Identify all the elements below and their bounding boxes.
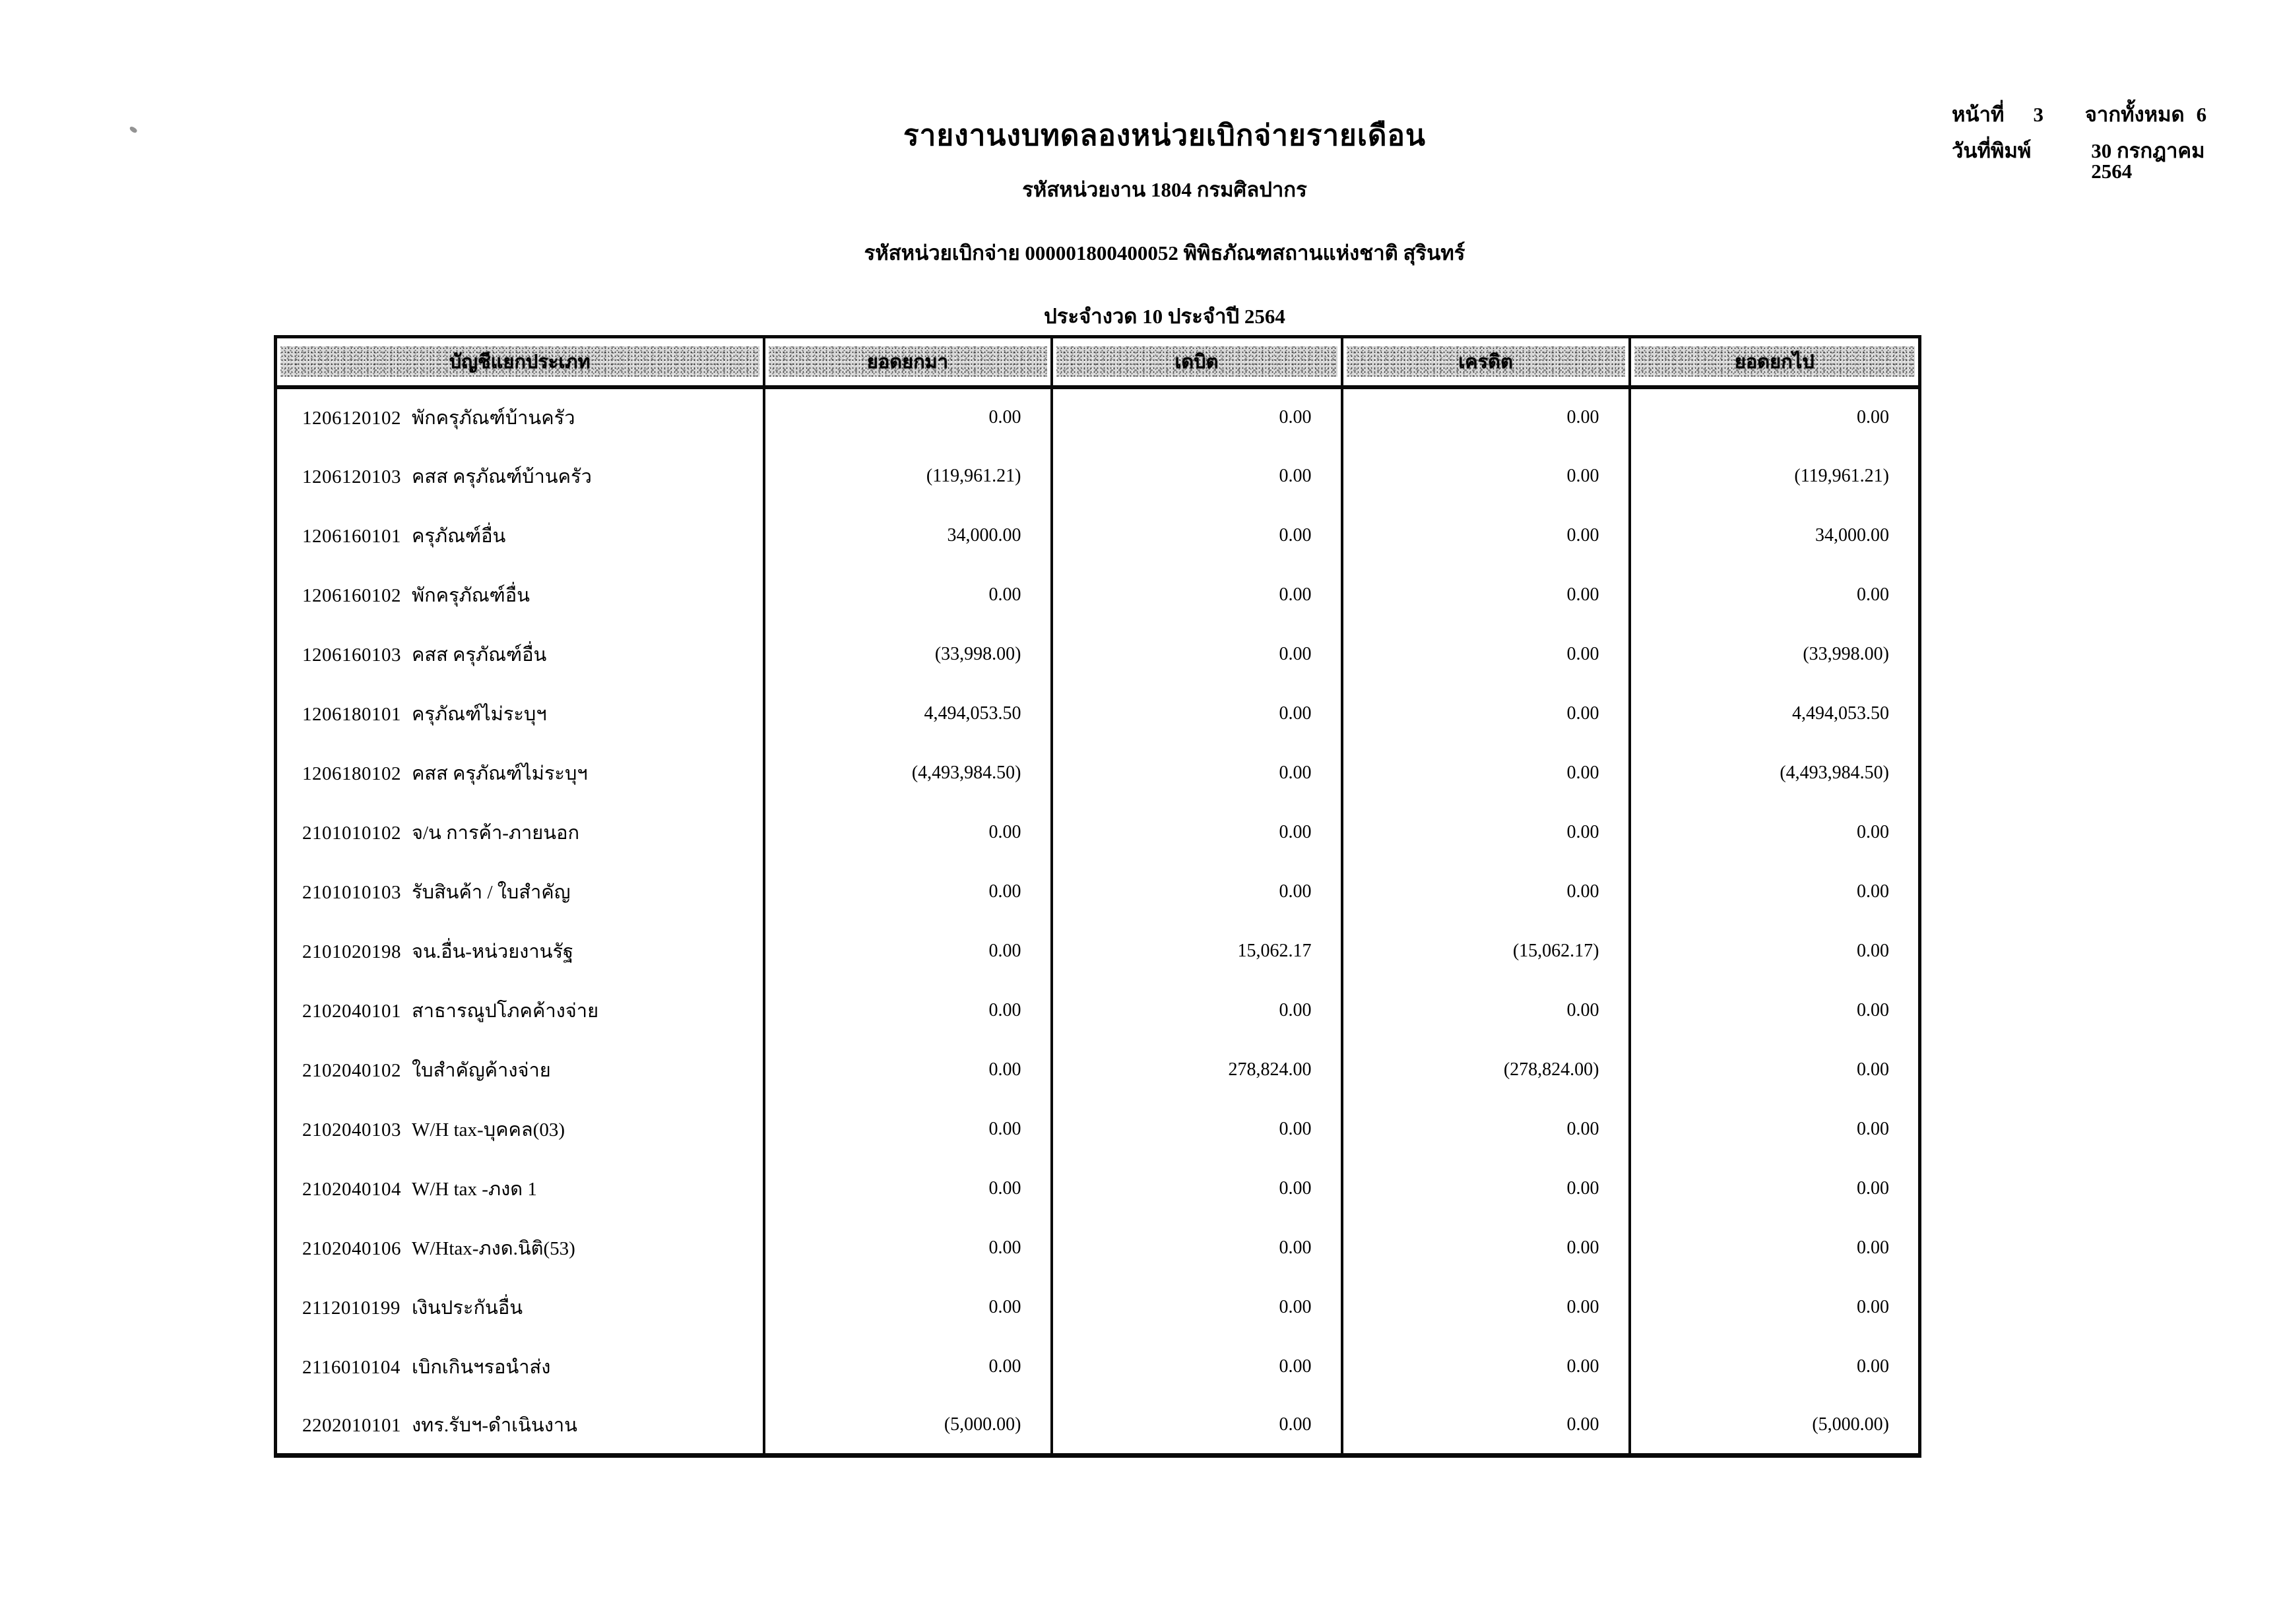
print-date-label: วันที่พิมพ์: [1952, 139, 2032, 162]
carry-forward-cell: [764, 506, 1052, 565]
carry-forward-amount: (5,000.00): [944, 1414, 1021, 1435]
carry-forward-cell: [764, 862, 1052, 921]
credit-cell: [1342, 625, 1630, 684]
table-row: [276, 743, 1920, 803]
account-code: 2102040104: [302, 1178, 401, 1200]
header-noise-band: [1634, 346, 1915, 377]
account-cell: [276, 1159, 764, 1218]
debit-cell: [1052, 743, 1342, 803]
debit-amount: 0.00: [1279, 407, 1312, 427]
table-row: [276, 921, 1920, 981]
balance-amount: 0.00: [1857, 1356, 1889, 1377]
report-title: รายงานงบทดลองหน่วยเบิกจ่ายรายเดือน: [903, 119, 1426, 152]
debit-amount: 0.00: [1279, 1118, 1312, 1139]
account-cell: [276, 506, 764, 565]
debit-amount: 0.00: [1279, 762, 1312, 783]
col-header-credit: [1342, 337, 1630, 387]
table-header: [276, 337, 1920, 387]
credit-cell: [1342, 565, 1630, 625]
carry-forward-amount: 0.00: [988, 407, 1021, 427]
account-name: W/H tax -ภงด 1: [412, 1178, 537, 1200]
credit-cell: [1342, 1159, 1630, 1218]
carry-forward-cell: [764, 1396, 1052, 1456]
total-pages: 6: [2196, 103, 2207, 126]
carry-forward-cell: [764, 1159, 1052, 1218]
balance-amount: 34,000.00: [1815, 524, 1889, 546]
debit-cell: [1052, 506, 1342, 565]
account-code: 2116010104: [302, 1356, 401, 1378]
debit-cell: [1052, 625, 1342, 684]
carry-forward-amount: 0.00: [988, 1059, 1021, 1080]
account-code: 1206160103: [302, 644, 401, 666]
balance-cell: [1630, 387, 1920, 447]
carry-forward-cell: [764, 1040, 1052, 1100]
table-row: [276, 1278, 1920, 1337]
credit-cell: [1342, 684, 1630, 743]
debit-cell: [1052, 921, 1342, 981]
account-name: พักครุภัณฑ์อื่น: [412, 584, 530, 606]
credit-amount: (15,062.17): [1512, 940, 1599, 961]
debit-amount: 0.00: [1279, 1177, 1312, 1199]
col-header-carry-forward-label: ยอดยกมา: [866, 352, 949, 373]
debit-amount: 0.00: [1279, 465, 1312, 486]
account-name: คสส ครุภัณฑ์บ้านครัว: [412, 466, 592, 487]
account-name: W/H tax-บุคคล(03): [412, 1119, 565, 1140]
credit-amount: 0.00: [1566, 1118, 1599, 1139]
account-code: 2112010199: [302, 1297, 401, 1319]
account-name: คสส ครุภัณฑ์อื่น: [412, 644, 547, 666]
account-cell: [276, 803, 764, 862]
credit-amount: 0.00: [1566, 1237, 1599, 1258]
account-code: 1206180102: [302, 763, 401, 784]
carry-forward-amount: 34,000.00: [947, 524, 1021, 546]
carry-forward-cell: [764, 387, 1052, 447]
account-cell: [276, 1040, 764, 1100]
balance-cell: [1630, 506, 1920, 565]
balance-amount: 4,494,053.50: [1792, 703, 1889, 724]
balance-amount: 0.00: [1857, 999, 1889, 1020]
table-row: [276, 625, 1920, 684]
debit-amount: 0.00: [1279, 881, 1312, 902]
credit-cell: [1342, 387, 1630, 447]
account-cell: [276, 1337, 764, 1396]
balance-amount: 0.00: [1857, 1237, 1889, 1258]
credit-cell: [1342, 803, 1630, 862]
debit-cell: [1052, 565, 1342, 625]
credit-cell: [1342, 1396, 1630, 1456]
balance-amount: 0.00: [1857, 1118, 1889, 1139]
balance-cell: [1630, 447, 1920, 506]
table-row: [276, 981, 1920, 1040]
carry-forward-amount: 0.00: [988, 999, 1021, 1020]
account-code: 2101010102: [302, 822, 401, 844]
debit-cell: [1052, 1159, 1342, 1218]
carry-forward-cell: [764, 921, 1052, 981]
balance-cell: [1630, 565, 1920, 625]
col-header-debit-label: เดบิต: [1174, 352, 1219, 373]
account-name: ใบสำคัญค้างจ่าย: [412, 1059, 551, 1081]
balance-cell: [1630, 1100, 1920, 1159]
account-code: 2102040106: [302, 1237, 401, 1259]
col-header-debit: [1052, 337, 1342, 387]
debit-cell: [1052, 1278, 1342, 1337]
trial-balance-table: [274, 335, 1921, 1458]
account-cell: [276, 565, 764, 625]
credit-amount: 0.00: [1566, 1296, 1599, 1317]
carry-forward-amount: (33,998.00): [934, 643, 1021, 664]
table-row: [276, 1100, 1920, 1159]
credit-amount: 0.00: [1566, 465, 1599, 486]
account-code: 2102040102: [302, 1059, 401, 1081]
header-noise-band: [1347, 346, 1625, 377]
carry-forward-cell: [764, 1218, 1052, 1278]
credit-amount: 0.00: [1566, 584, 1599, 605]
total-pages-label: จากทั้งหมด: [2084, 103, 2185, 126]
debit-cell: [1052, 1040, 1342, 1100]
carry-forward-cell: [764, 803, 1052, 862]
header-noise-band: [769, 346, 1047, 377]
carry-forward-amount: 0.00: [988, 1177, 1021, 1199]
balance-cell: [1630, 1040, 1920, 1100]
balance-cell: [1630, 743, 1920, 803]
disbursement-unit-line: รหัสหน่วยเบิกจ่าย 000001800400052 พิพิธภัณฑสถานแห่งชาติ สุรินทร์: [864, 241, 1465, 265]
carry-forward-cell: [764, 743, 1052, 803]
debit-amount: 0.00: [1279, 821, 1312, 842]
carry-forward-amount: 0.00: [988, 1237, 1021, 1258]
credit-amount: 0.00: [1566, 1177, 1599, 1199]
balance-cell: [1630, 1278, 1920, 1337]
balance-amount: 0.00: [1857, 821, 1889, 842]
page-label: หน้าที่: [1952, 103, 2005, 126]
credit-cell: [1342, 1218, 1630, 1278]
debit-amount: 0.00: [1279, 524, 1312, 546]
account-code: 2101010103: [302, 881, 401, 903]
balance-cell: [1630, 862, 1920, 921]
carry-forward-amount: 0.00: [988, 821, 1021, 842]
account-name: จ/น การค้า-ภายนอก: [412, 822, 580, 844]
account-code: 2102040101: [302, 1000, 401, 1022]
debit-amount: 0.00: [1279, 584, 1312, 605]
page-number: 3: [2033, 103, 2044, 126]
balance-cell: [1630, 981, 1920, 1040]
account-name: พักครุภัณฑ์บ้านครัว: [412, 408, 575, 429]
account-cell: [276, 1278, 764, 1337]
debit-amount: 278,824.00: [1228, 1059, 1312, 1080]
credit-amount: 0.00: [1566, 407, 1599, 427]
col-header-balance: [1630, 337, 1920, 387]
credit-cell: [1342, 1040, 1630, 1100]
print-date-line: [1952, 141, 2229, 181]
debit-amount: 15,062.17: [1237, 940, 1312, 961]
balance-amount: 0.00: [1857, 1177, 1889, 1199]
credit-amount: 0.00: [1566, 1356, 1599, 1377]
table-row: [276, 1040, 1920, 1100]
account-cell: [276, 447, 764, 506]
balance-amount: 0.00: [1857, 407, 1889, 427]
balance-amount: (33,998.00): [1803, 643, 1889, 664]
table-row: [276, 1337, 1920, 1396]
credit-cell: [1342, 1100, 1630, 1159]
balance-amount: (119,961.21): [1794, 465, 1889, 486]
carry-forward-amount: 0.00: [988, 940, 1021, 961]
account-name: ครุภัณฑ์อื่น: [412, 525, 506, 547]
carry-forward-amount: 0.00: [988, 1118, 1021, 1139]
print-date: 30 กรกฎาคม 2564: [2091, 139, 2205, 183]
account-cell: [276, 743, 764, 803]
table-row: [276, 1396, 1920, 1456]
header-row: [276, 337, 1920, 387]
carry-forward-amount: 0.00: [988, 1296, 1021, 1317]
debit-cell: [1052, 1337, 1342, 1396]
account-name: สาธารณูปโภคค้างจ่าย: [412, 1000, 599, 1022]
account-code: 2202010101: [302, 1414, 401, 1436]
account-cell: [276, 387, 764, 447]
account-name: ครุภัณฑ์ไม่ระบุฯ: [412, 703, 547, 725]
debit-cell: [1052, 1396, 1342, 1456]
carry-forward-cell: [764, 1278, 1052, 1337]
account-cell: [276, 862, 764, 921]
debit-amount: 0.00: [1279, 703, 1312, 724]
account-cell: [276, 625, 764, 684]
debit-amount: 0.00: [1279, 999, 1312, 1020]
credit-cell: [1342, 743, 1630, 803]
balance-amount: (5,000.00): [1812, 1414, 1889, 1435]
debit-amount: 0.00: [1279, 1296, 1312, 1317]
carry-forward-amount: (4,493,984.50): [911, 762, 1021, 783]
col-header-account-label: บัญชีแยกประเภท: [449, 352, 591, 373]
balance-amount: 0.00: [1857, 1059, 1889, 1080]
balance-amount: 0.00: [1857, 1296, 1889, 1317]
debit-amount: 0.00: [1279, 1414, 1312, 1435]
table-row: [276, 447, 1920, 506]
debit-amount: 0.00: [1279, 643, 1312, 664]
debit-amount: 0.00: [1279, 1237, 1312, 1258]
account-name: จน.อื่น-หน่วยงานรัฐ: [412, 941, 574, 962]
col-header-carry-forward: [764, 337, 1052, 387]
balance-cell: [1630, 803, 1920, 862]
carry-forward-amount: (119,961.21): [926, 465, 1021, 486]
col-header-account: [276, 337, 764, 387]
debit-cell: [1052, 1100, 1342, 1159]
debit-cell: [1052, 803, 1342, 862]
report-header: [0, 112, 2283, 332]
table-row: [276, 387, 1920, 447]
debit-cell: [1052, 862, 1342, 921]
account-code: 1206160101: [302, 525, 401, 547]
credit-amount: 0.00: [1566, 524, 1599, 546]
account-code: 1206180101: [302, 703, 401, 725]
account-cell: [276, 1396, 764, 1456]
debit-cell: [1052, 981, 1342, 1040]
carry-forward-cell: [764, 565, 1052, 625]
table-row: [276, 1218, 1920, 1278]
col-header-balance-label: ยอดยกไป: [1734, 352, 1815, 373]
account-cell: [276, 981, 764, 1040]
account-code: 2102040103: [302, 1119, 401, 1140]
balance-cell: [1630, 684, 1920, 743]
carry-forward-cell: [764, 684, 1052, 743]
agency-line: รหัสหน่วยงาน 1804 กรมศิลปากร: [1022, 178, 1307, 201]
balance-amount: 0.00: [1857, 881, 1889, 902]
debit-cell: [1052, 684, 1342, 743]
account-name: คสส ครุภัณฑ์ไม่ระบุฯ: [412, 763, 588, 784]
account-name: งทร.รับฯ-ดำเนินงาน: [412, 1414, 577, 1436]
credit-amount: (278,824.00): [1503, 1059, 1599, 1080]
credit-amount: 0.00: [1566, 881, 1599, 902]
credit-amount: 0.00: [1566, 821, 1599, 842]
credit-cell: [1342, 1278, 1630, 1337]
credit-cell: [1342, 981, 1630, 1040]
table-row: [276, 862, 1920, 921]
credit-amount: 0.00: [1566, 999, 1599, 1020]
account-name: เบิกเกินฯรอนำส่ง: [412, 1356, 551, 1378]
balance-cell: [1630, 921, 1920, 981]
carry-forward-cell: [764, 981, 1052, 1040]
account-code: 1206120103: [302, 466, 401, 487]
balance-amount: 0.00: [1857, 940, 1889, 961]
table-row: [276, 565, 1920, 625]
balance-cell: [1630, 1396, 1920, 1456]
account-name: เงินประกันอื่น: [412, 1297, 523, 1319]
balance-cell: [1630, 1337, 1920, 1396]
table-row: [276, 506, 1920, 565]
account-cell: [276, 1218, 764, 1278]
page-info: [1952, 104, 2229, 197]
credit-cell: [1342, 1337, 1630, 1396]
table-row: [276, 1159, 1920, 1218]
carry-forward-amount: 0.00: [988, 881, 1021, 902]
credit-cell: [1342, 506, 1630, 565]
table-body: [276, 387, 1920, 1456]
account-cell: [276, 684, 764, 743]
balance-amount: (4,493,984.50): [1780, 762, 1889, 783]
debit-cell: [1052, 387, 1342, 447]
account-code: 2101020198: [302, 941, 401, 962]
account-cell: [276, 1100, 764, 1159]
table-row: [276, 803, 1920, 862]
page-number-line: [1952, 104, 2229, 125]
carry-forward-cell: [764, 625, 1052, 684]
carry-forward-cell: [764, 1100, 1052, 1159]
carry-forward-amount: 4,494,053.50: [924, 703, 1021, 724]
col-header-credit-label: เครดิต: [1458, 352, 1513, 373]
carry-forward-cell: [764, 447, 1052, 506]
period-line: ประจำงวด 10 ประจำปี 2564: [1044, 305, 1285, 328]
carry-forward-amount: 0.00: [988, 584, 1021, 605]
debit-amount: 0.00: [1279, 1356, 1312, 1377]
balance-cell: [1630, 625, 1920, 684]
account-code: 1206120102: [302, 408, 401, 429]
balance-amount: 0.00: [1857, 584, 1889, 605]
credit-cell: [1342, 447, 1630, 506]
debit-cell: [1052, 1218, 1342, 1278]
table-row: [276, 684, 1920, 743]
credit-amount: 0.00: [1566, 643, 1599, 664]
credit-cell: [1342, 862, 1630, 921]
credit-amount: 0.00: [1566, 703, 1599, 724]
debit-cell: [1052, 447, 1342, 506]
carry-forward-amount: 0.00: [988, 1356, 1021, 1377]
account-code: 1206160102: [302, 584, 401, 606]
balance-cell: [1630, 1218, 1920, 1278]
credit-amount: 0.00: [1566, 1414, 1599, 1435]
carry-forward-cell: [764, 1337, 1052, 1396]
account-cell: [276, 921, 764, 981]
header-noise-band: [1056, 346, 1337, 377]
credit-cell: [1342, 921, 1630, 981]
balance-cell: [1630, 1159, 1920, 1218]
account-name: W/Htax-ภงด.นิติ(53): [412, 1237, 575, 1259]
header-noise-band: [280, 346, 759, 377]
account-name: รับสินค้า / ใบสำคัญ: [412, 881, 571, 903]
credit-amount: 0.00: [1566, 762, 1599, 783]
